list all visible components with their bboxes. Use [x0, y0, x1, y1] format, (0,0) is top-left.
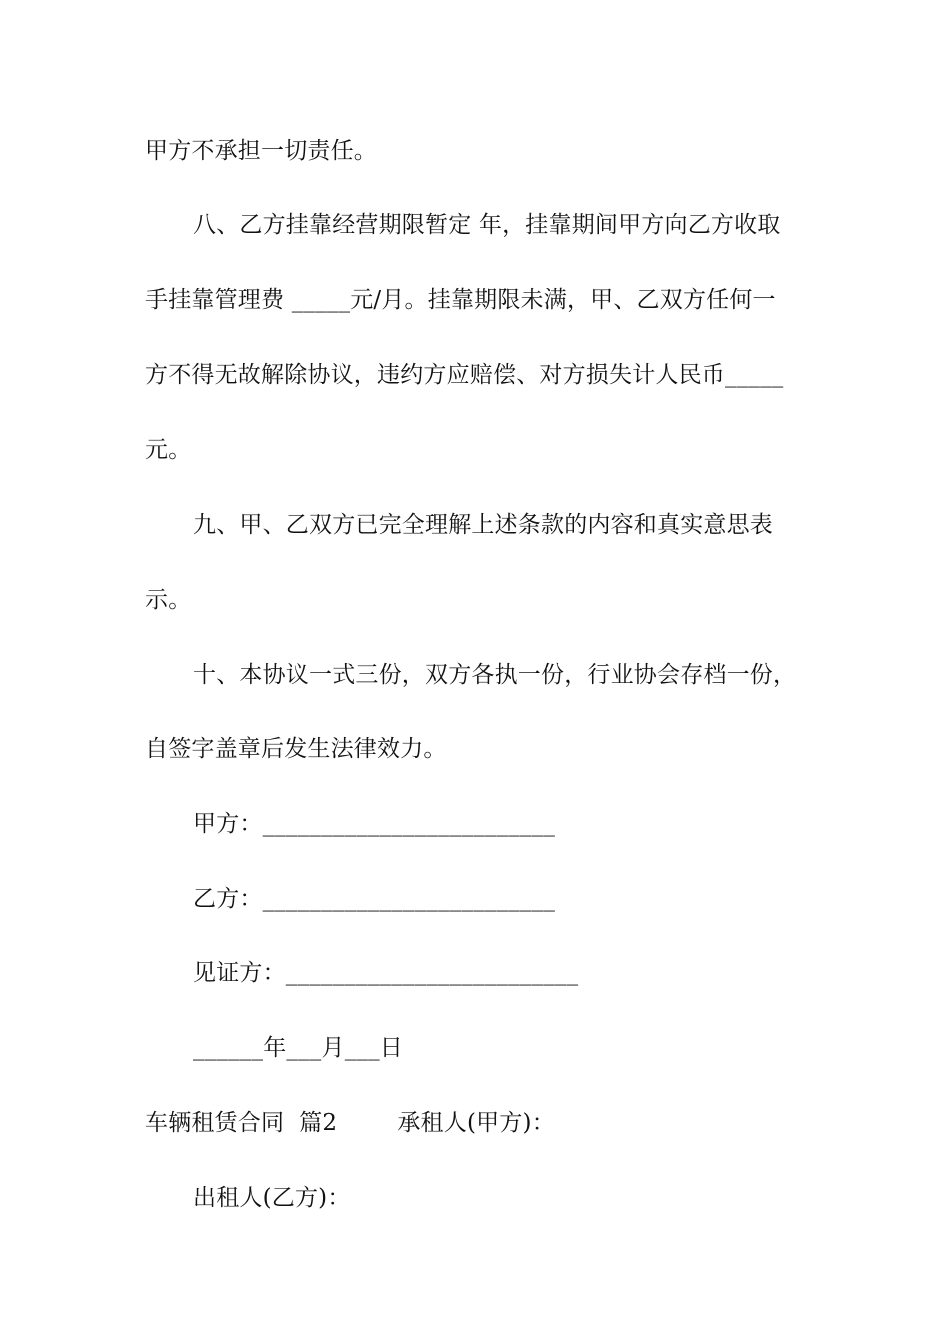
party-a-signature-line: 甲方：_________________________ — [193, 811, 556, 837]
text-line: 示。 — [145, 587, 192, 613]
witness-signature-line: 见证方：_________________________ — [193, 960, 579, 986]
clause-9-line: 九、甲、乙双方已完全理解上述条款的内容和真实意思表 — [193, 512, 773, 538]
text-line: 自签字盖章后发生法律效力。 — [145, 736, 447, 762]
lessor-line: 出租人(乙方)： — [193, 1185, 351, 1211]
clause-8-line: 八、乙方挂靠经营期限暂定 年，挂靠期间甲方向乙方收取 — [193, 212, 781, 238]
text-line: 甲方不承担一切责任。 — [145, 138, 377, 164]
party-b-signature-line: 乙方：_________________________ — [193, 886, 556, 912]
text-line: 元。 — [145, 437, 192, 463]
clause-10-line: 十、本协议一式三份，双方各执一份，行业协会存档一份， — [193, 662, 797, 688]
contract-heading-line: 车辆租赁合同 篇2 承租人(甲方)： — [145, 1110, 555, 1136]
text-line: 方不得无故解除协议，违约方应赔偿、对方损失计人民币_____ — [145, 362, 784, 388]
text-line: 手挂靠管理费 _____元/月。挂靠期限未满，甲、乙双方任何一 — [145, 287, 776, 313]
date-line: ______年___月___日 — [193, 1035, 403, 1061]
